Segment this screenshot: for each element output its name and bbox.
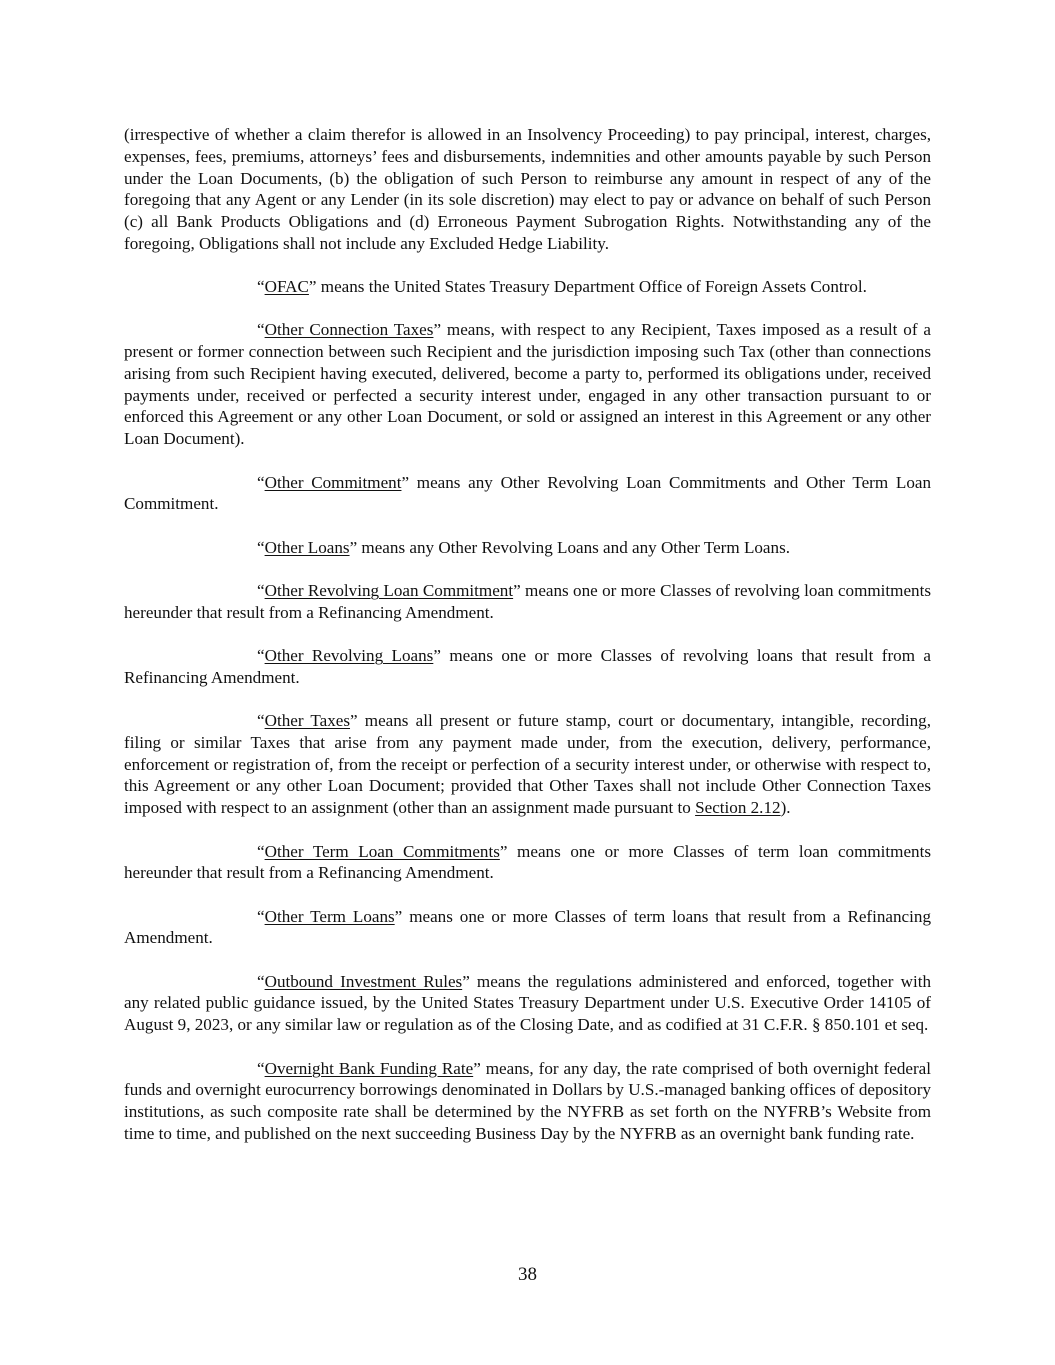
definition-other-taxes [124,710,931,819]
defined-term-other-term-loans: Other Term Loans [264,906,395,926]
open-quote: “ [257,971,265,991]
definition-text: ” means one or more Classes of revolving loans that result from a Refinancing Amendment. [124,646,932,687]
open-quote: “ [257,1058,265,1078]
definition-ofac [124,276,931,298]
definition-other-term-loan-commitments [124,841,931,885]
definition-outbound-investment-rules [124,971,931,1036]
document-body [124,124,931,1166]
definition-text: ” means, for any day, the rate comprised of both overnight federal funds and overnight eurocurrency borrowings denominated in Dollars by U.S.-managed banking offices of depository institutions, as such composite rate shall be determined by the NYFRB as set forth on the NYFRB’s Website from time to time, and published on the next succeeding Business Day by the NYFRB as an overnight bank funding rate. [124,1058,932,1143]
definition-text: ” means one or more Classes of revolving loan commitments hereunder that result from a Refinancing Amendment. [124,580,931,622]
open-quote: “ [257,711,265,731]
defined-term-outbound-investment-rules: Outbound Investment Rules [264,971,463,991]
defined-term-other-revolving-loan-commitment: Other Revolving Loan Commitment [264,580,514,600]
open-quote: “ [257,841,265,861]
definition-text: ” means one or more Classes of term loans that result from a Refinancing Amendment. [124,906,931,948]
defined-term-other-connection-taxes: Other Connection Taxes [264,320,434,340]
defined-term-other-taxes: Other Taxes [264,711,351,731]
definition-text-end: ). [780,798,791,818]
definition-other-commitment [124,472,931,516]
open-quote: “ [257,906,265,926]
defined-term-ofac: OFAC [264,277,309,297]
open-quote: “ [257,472,265,492]
open-quote: “ [257,646,265,666]
definition-text: ” means one or more Classes of term loan commitments hereunder that result from a Refinancing Amendment. [124,841,931,883]
page-number: 38 [518,1264,537,1285]
open-quote: “ [257,320,265,340]
section-reference-link[interactable]: Section 2.12 [695,798,781,818]
open-quote: “ [257,580,265,600]
definition-overnight-bank-funding-rate [124,1058,931,1145]
defined-term-other-commitment: Other Commitment [264,472,402,492]
open-quote: “ [257,277,265,297]
defined-term-other-term-loan-commitments: Other Term Loan Commitments [264,841,500,861]
definition-text: ” means all present or future stamp, court or documentary, intangible, recording, filing or similar Taxes that arise from any payment made under, from the execution, delivery, performance, enforcement or registration of, from the receipt or perfection of a security interest under, or otherwise with respect to, this Agreement or any other Loan Document; provided that Other Taxes shall not include Other Connection Taxes imposed with respect to an assignment (other than an assignment made pursuant to [124,711,931,818]
intro-paragraph: (irrespective of whether a claim therefor is allowed in an Insolvency Proceeding) to pay principal, interest, charges, expenses, fees, premiums, attorneys’ fees and disbursements, indemnities and other amounts payable by such Person under the Loan Documents, (b) the obligation of such Person to reimburse any amount in respect of any of the foregoing that any Agent or any Lender (in its sole discretion) may elect to pay or advance on behalf of such Person (c) all Bank Products Obligations and (d) Erroneous Payment Subrogation Rights. Notwithstanding any of the foregoing, Obligations shall not include any Excluded Hedge Liability. [124,125,931,253]
defined-term-other-loans: Other Loans [264,537,350,557]
definition-text: ” means, with respect to any Recipient, Taxes imposed as a result of a present or former connection between such Recipient and the jurisdiction imposing such Tax (other than connections arising from such Recipient having executed, delivered, become a party to, performed its obligations under, received payments under, received or perfected a security interest under, engaged in any other transaction pursuant to or enforced this Agreement or any other Loan Document, or sold or assigned an interest in this Agreement or any other Loan Document). [124,320,932,449]
definition-other-loans [124,537,931,559]
defined-term-other-revolving-loans: Other Revolving Loans [264,646,434,666]
open-quote: “ [257,537,265,557]
defined-term-overnight-bank-funding-rate: Overnight Bank Funding Rate [264,1058,474,1078]
definition-other-revolving-loan-commitment [124,580,931,624]
definition-other-revolving-loans [124,645,931,689]
definition-text: ” means the United States Treasury Department Office of Foreign Assets Control. [308,277,867,297]
definition-other-term-loans [124,906,931,950]
definition-other-connection-taxes [124,319,931,450]
definition-text: ” means any Other Revolving Loan Commitments and Other Term Loan Commitment. [124,472,931,514]
definition-text: ” means any Other Revolving Loans and any Other Term Loans. [349,537,790,557]
definition-text: ” means the regulations administered and enforced, together with any related public guidance issued, by the United States Treasury Department under U.S. Executive Order 14105 of August 9, 2023, or any similar law or regulation as of the Closing Date, and as codified at 31 C.F.R. § 850.101 et seq. [124,971,931,1035]
